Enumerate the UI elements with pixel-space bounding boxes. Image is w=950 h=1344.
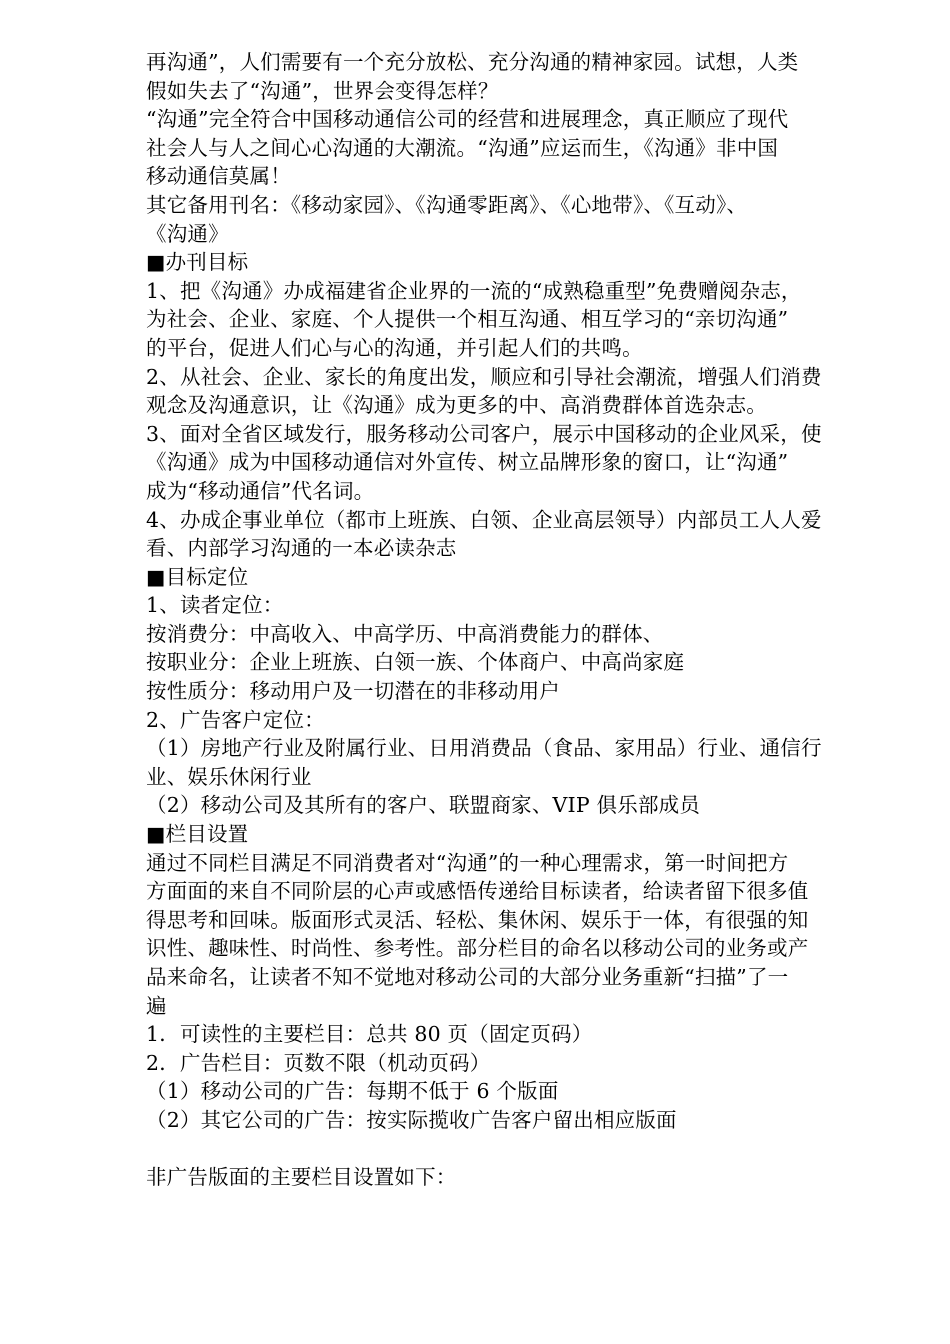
text-line: 观念及沟通意识，让《沟通》成为更多的中、高消费群体首选杂志。: [146, 393, 767, 418]
text-line: 移动通信莫属！: [146, 164, 291, 189]
text-line: 方面面的来自不同阶层的心声或感悟传递给目标读者，给读者留下很多值: [146, 879, 809, 904]
text-line: 识性、趣味性、时尚性、参考性。部分栏目的命名以移动公司的业务或产: [146, 936, 809, 961]
text-line: 按职业分：企业上班族、白领一族、个体商户、中高尚家庭: [146, 650, 685, 675]
text-line: 得思考和回味。版面形式灵活、轻松、集休闲、娱乐于一体，有很强的知: [146, 907, 809, 932]
text-line: （2）移动公司及其所有的客户、联盟商家、VIP 俱乐部成员: [146, 793, 701, 818]
text-line: （2）其它公司的广告：按实际揽收广告客户留出相应版面: [146, 1107, 677, 1132]
text-line: 2、从社会、企业、家长的角度出发，顺应和引导社会潮流，增强人们消费: [146, 364, 822, 389]
text-line: （1）房地产行业及附属行业、日用消费品（食品、家用品）行业、通信行: [146, 736, 822, 761]
document-body: [146, 48, 892, 1192]
text-line: 假如失去了“沟通”，世界会变得怎样？: [146, 78, 499, 103]
text-line: 通过不同栏目满足不同消费者对“沟通”的一种心理需求，第一时间把方: [146, 850, 789, 875]
text-line: “沟通”完全符合中国移动通信公司的经营和进展理念，真正顺应了现代: [146, 107, 789, 132]
text-line: 成为“移动通信”代名词。: [146, 478, 375, 503]
text-line: 业、娱乐休闲行业: [146, 764, 312, 789]
text-line: （1）移动公司的广告：每期不低于 6 个版面: [146, 1079, 559, 1104]
text-line: 2、广告客户定位：: [146, 707, 325, 732]
text-line: 其它备用刊名：《移动家园》、《沟通零距离》、《心地带》、《互动》、: [146, 192, 748, 217]
text-line: 2．广告栏目：页数不限（机动页码）: [146, 1050, 491, 1075]
text-line: 《沟通》: [146, 221, 229, 246]
text-line: 非广告版面的主要栏目设置如下：: [146, 1165, 457, 1190]
section-heading: ■栏目设置: [146, 822, 249, 847]
text-line: 品来命名，让读者不知不觉地对移动公司的大部分业务重新“扫描”了一: [146, 965, 789, 989]
text-line: 再沟通”，人们需要有一个充分放松、充分沟通的精神家园。试想，人类: [146, 50, 799, 74]
text-line: 看、内部学习沟通的一本必读杂志: [146, 536, 457, 561]
text-line: 按性质分：移动用户及一切潜在的非移动用户: [146, 679, 560, 704]
section-heading: ■目标定位: [146, 564, 249, 589]
text-line: 1、把《沟通》办成福建省企业界的一流的“成熟稳重型”免费赠阅杂志，: [146, 278, 802, 303]
text-line: 3、面对全省区域发行，服务移动公司客户，展示中国移动的企业风采，使: [146, 421, 822, 446]
text-line: 《沟通》成为中国移动通信对外宣传、树立品牌形象的窗口，让“沟通”: [146, 450, 789, 475]
text-line: 为社会、企业、家庭、个人提供一个相互沟通、相互学习的“亲切沟通”: [146, 307, 789, 332]
blank-line: [146, 1135, 892, 1164]
text-line: 1、读者定位：: [146, 593, 284, 618]
text-line: 1．可读性的主要栏目：总共 80 页（固定页码）: [146, 1022, 593, 1047]
text-line: 的平台，促进人们心与心的沟通，并引起人们的共鸣。: [146, 335, 643, 360]
text-line: 社会人与人之间心心沟通的大潮流。“沟通”应运而生，《沟通》非中国: [146, 135, 779, 160]
text-line: 4、办成企事业单位（都市上班族、白领、企业高层领导）内部员工人人爱: [146, 507, 822, 532]
text-line: 遍: [146, 993, 167, 1018]
text-line: 按消费分：中高收入、中高学历、中高消费能力的群体、: [146, 621, 664, 646]
section-heading: ■办刊目标: [146, 250, 249, 275]
